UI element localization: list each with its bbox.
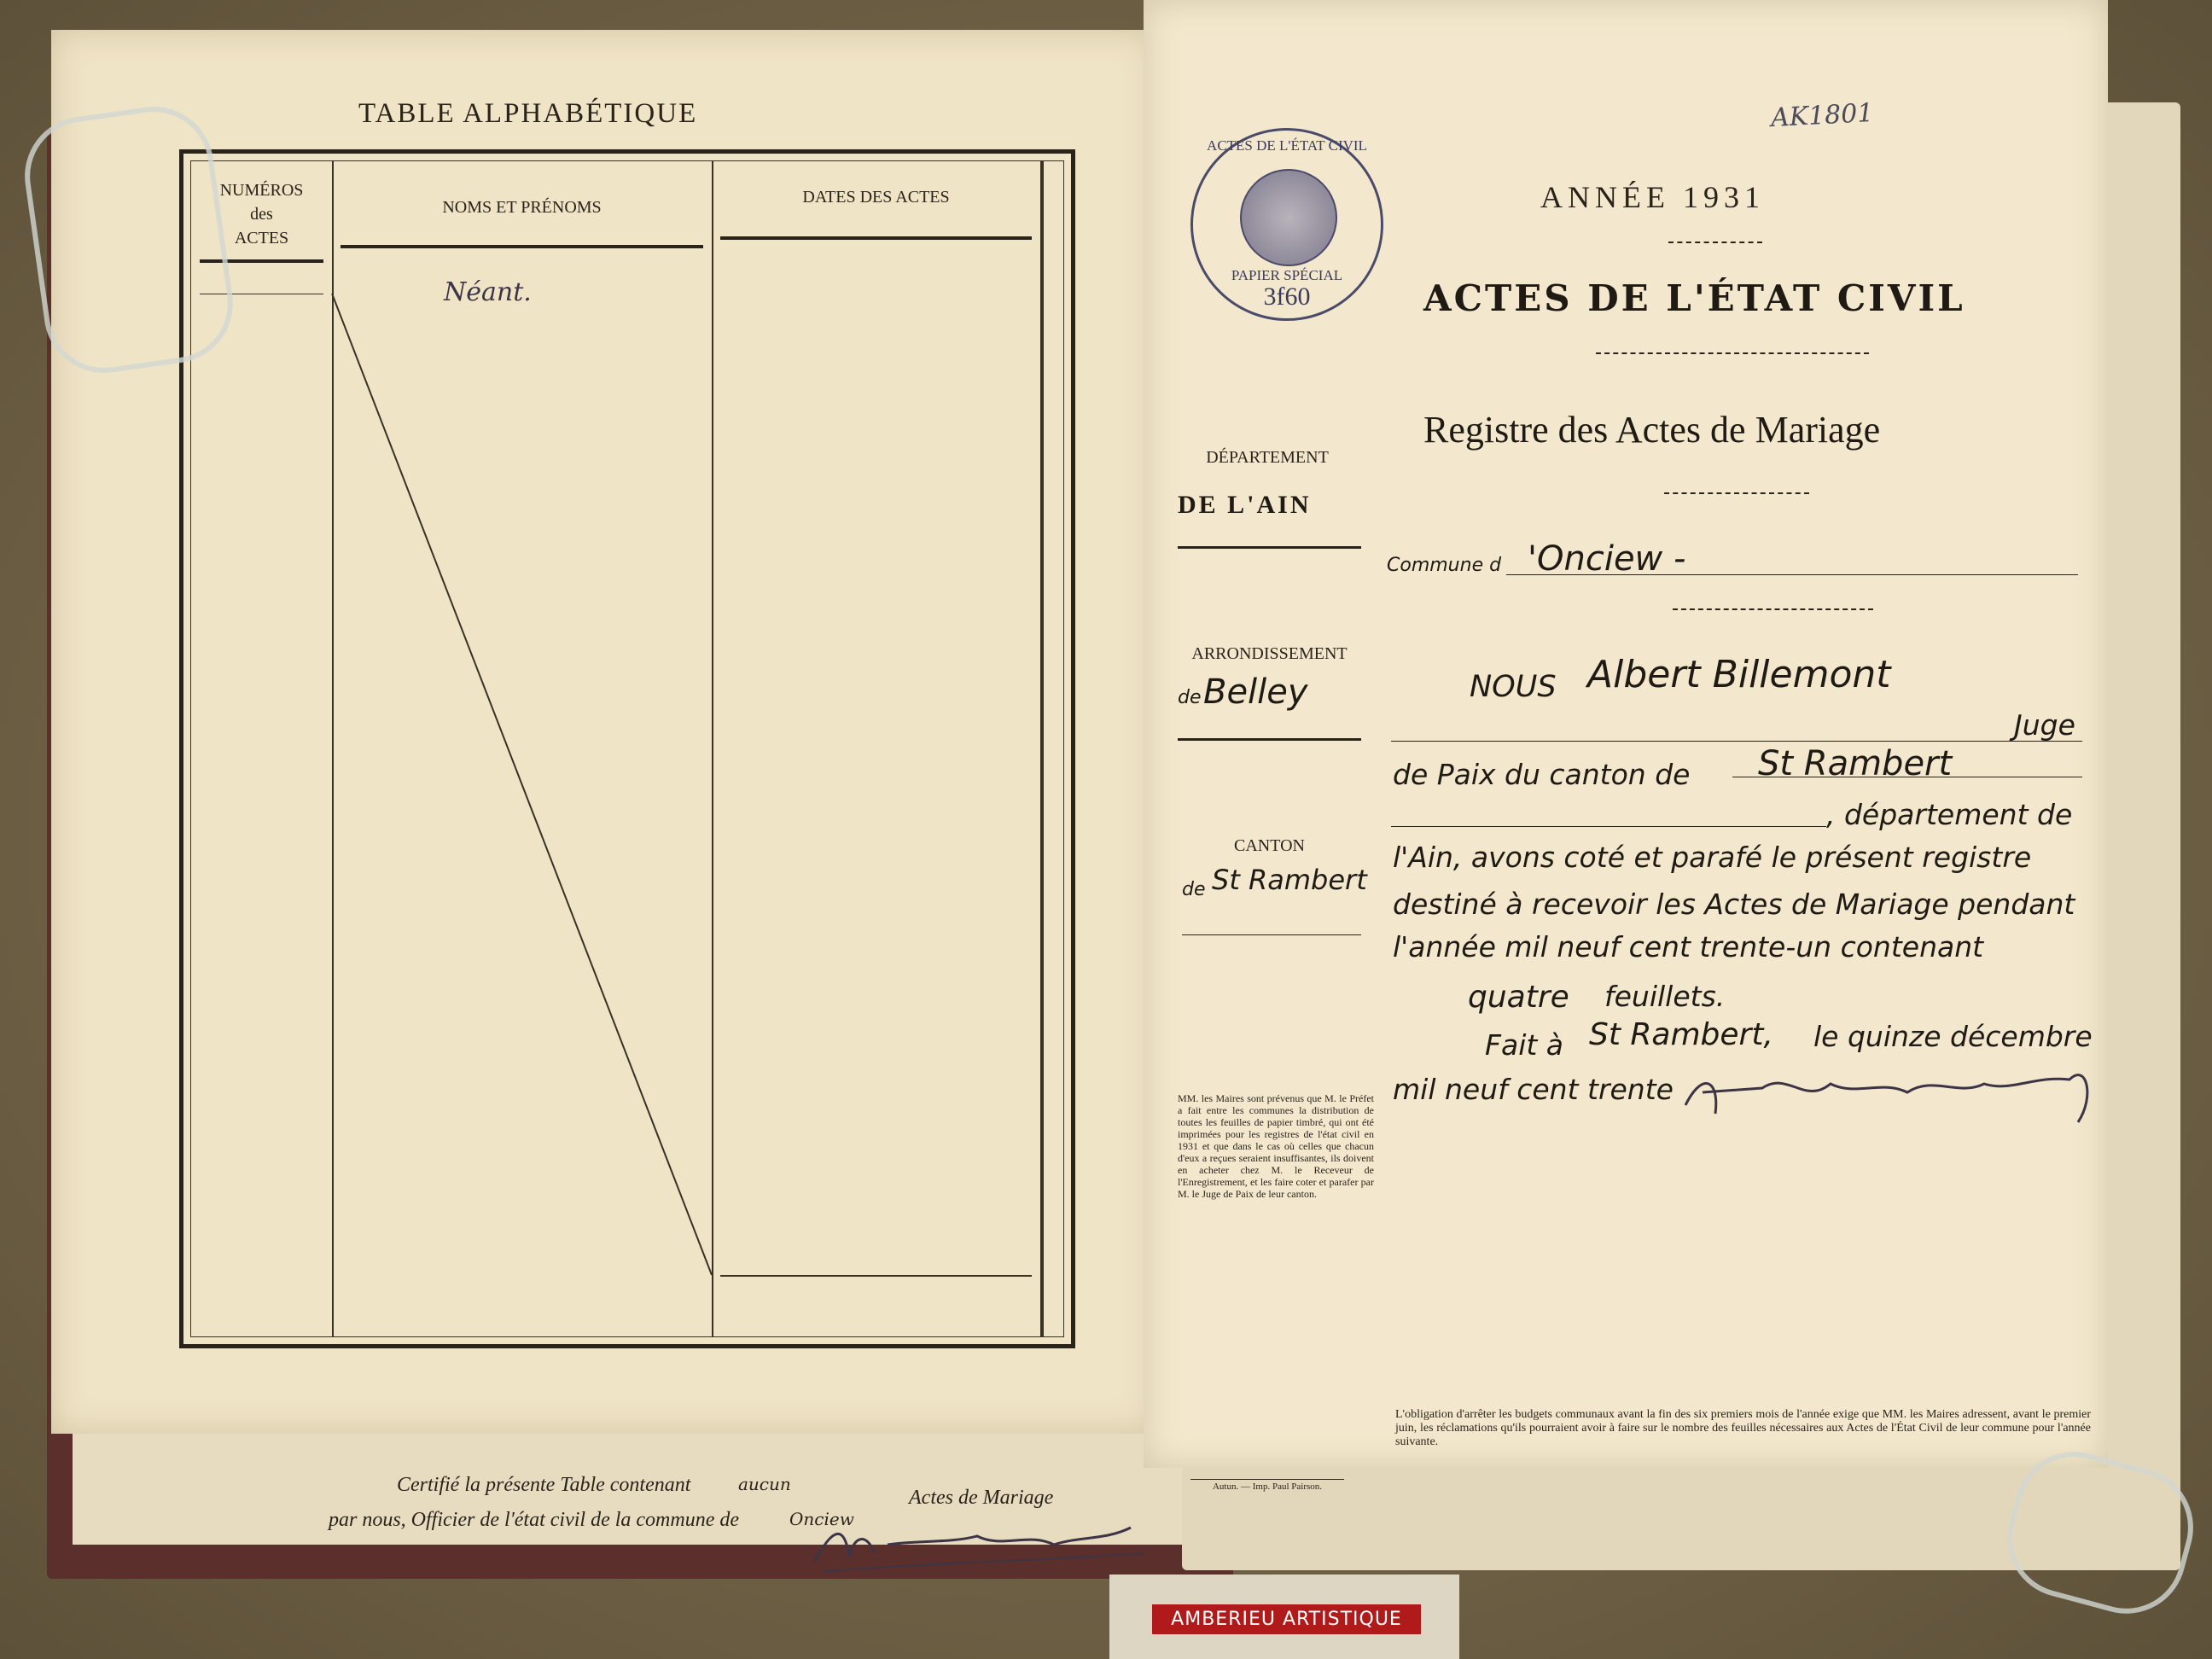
register-subtitle: Registre des Actes de Mariage	[1423, 409, 1881, 451]
canton-label: CANTON	[1234, 836, 1305, 855]
stamp-price: 3f60	[1263, 282, 1311, 311]
register-year: ANNÉE 1931	[1540, 180, 1765, 214]
commune-value: 'Onciew -	[1528, 539, 1686, 579]
canton-value: St Rambert	[1212, 864, 1367, 896]
printer-rule	[1190, 1479, 1344, 1480]
canton-de: de	[1182, 879, 1206, 900]
certification-line-2: par nous, Officier de l'état civil de la commune de	[329, 1509, 740, 1531]
side-rule	[1182, 934, 1361, 935]
header-des-label: des	[250, 205, 273, 224]
departement-label: DÉPARTEMENT	[1206, 448, 1329, 467]
side-rule	[1178, 738, 1361, 741]
departement-line: , département de	[1826, 798, 2073, 831]
certification-count: aucun	[738, 1474, 791, 1494]
fiscal-stamp	[1190, 128, 1383, 321]
arrondissement-value: Belley	[1203, 672, 1308, 712]
header-actes-label: ACTES	[234, 229, 289, 247]
shelf-label: AMBERIEU ARTISTIQUE	[1152, 1604, 1421, 1634]
feuillets-text: feuillets.	[1604, 980, 1726, 1013]
juge-text: Juge	[2014, 708, 2075, 742]
header-numeros-label: NUMÉROS	[219, 181, 304, 200]
ornament-rule	[1596, 352, 1869, 354]
certification-commune: Onciew	[789, 1509, 854, 1529]
body-line-5: destiné à recevoir les Actes de Mariage pendant	[1393, 888, 2075, 921]
commune-label: Commune d	[1387, 555, 1502, 576]
register-title: ACTES DE L'ÉTAT CIVIL	[1423, 277, 1965, 319]
canton-line-value: St Rambert	[1758, 744, 1953, 783]
arrondissement-label: ARRONDISSEMENT	[1191, 644, 1348, 663]
fait-text: Fait à	[1485, 1028, 1564, 1062]
body-line-6: l'année mil neuf cent trente-un contenant	[1393, 930, 1984, 963]
judge-name: Albert Billemont	[1587, 653, 1891, 696]
ornament-rule	[1673, 608, 1873, 610]
text-rule	[1391, 741, 2082, 742]
body-line-4: l'Ain, avons coté et parafé le présent registre	[1393, 841, 2032, 874]
canton-line: de Paix du canton de	[1393, 758, 1691, 791]
mayors-notice: MM. les Maires sont prévenus que M. le Préfet a fait entre les communes la distribution de toutes les feuilles de papier timbré, qui ont été imprimées pour les registres de l'état civil en 1931 et que dans le cas où celles que chacun d'eux a reçues seraient insuffisantes, ils doivent en acheter chez M. le Receveur de l'Enregistrement, et les faire coter et parafer par M. le Juge de Paix de leur canton.	[1178, 1092, 1374, 1200]
budget-footnote: L'obligation d'arrêter les budgets communaux avant la fin des six premiers mois de l'année exige que MM. les Maires adressent, avant le premier juin, les réclamations qu'ils pourraient avoir à faire sur le nombre des feuilles nécessaires aux Actes de l'État Civil de leur commune pour l'année suivante.	[1395, 1408, 2091, 1448]
sheet-count: quatre	[1468, 980, 1569, 1015]
ornament-rule	[1668, 242, 1762, 243]
arrondissement-de: de	[1178, 687, 1202, 708]
header-noms: NOMS ET PRÉNOMS	[442, 198, 602, 217]
table-inner-border	[190, 160, 1064, 1337]
page-clip	[17, 99, 241, 381]
commune-rule	[1506, 574, 2078, 575]
side-rule	[1178, 546, 1361, 549]
marianne-emblem	[1240, 169, 1337, 266]
alphabetical-table	[179, 149, 1075, 1348]
departement-value: DE L'AIN	[1178, 491, 1312, 519]
header-dates: DATES DES ACTES	[802, 188, 950, 207]
fait-place: St Rambert,	[1589, 1017, 1773, 1052]
printer-credit: Autun. — Imp. Paul Pairson.	[1212, 1481, 1323, 1492]
stamp-paper-text: PAPIER SPÉCIAL	[1231, 267, 1343, 283]
text-rule	[1391, 826, 1826, 827]
ornament-rule	[1664, 492, 1809, 494]
fait-date: le quinze décembre	[1813, 1020, 2093, 1053]
nous-label: NOUS	[1470, 670, 1557, 704]
table-title: TABLE ALPHABÉTIQUE	[358, 98, 698, 129]
strike-through-line	[191, 161, 1062, 1335]
officer-signature	[806, 1511, 1156, 1579]
judge-signature	[1668, 1045, 2112, 1139]
year-words: mil neuf cent trente	[1393, 1073, 1674, 1106]
stamp-top-text: ACTES DE L'ÉTAT CIVIL	[1207, 137, 1367, 154]
archive-reference: AK1801	[1770, 97, 1875, 134]
certification-actes: Actes de Mariage	[909, 1487, 1054, 1509]
neant-entry: Néant.	[444, 277, 532, 307]
certification-line-1: Certifié la présente Table contenant	[397, 1474, 691, 1496]
